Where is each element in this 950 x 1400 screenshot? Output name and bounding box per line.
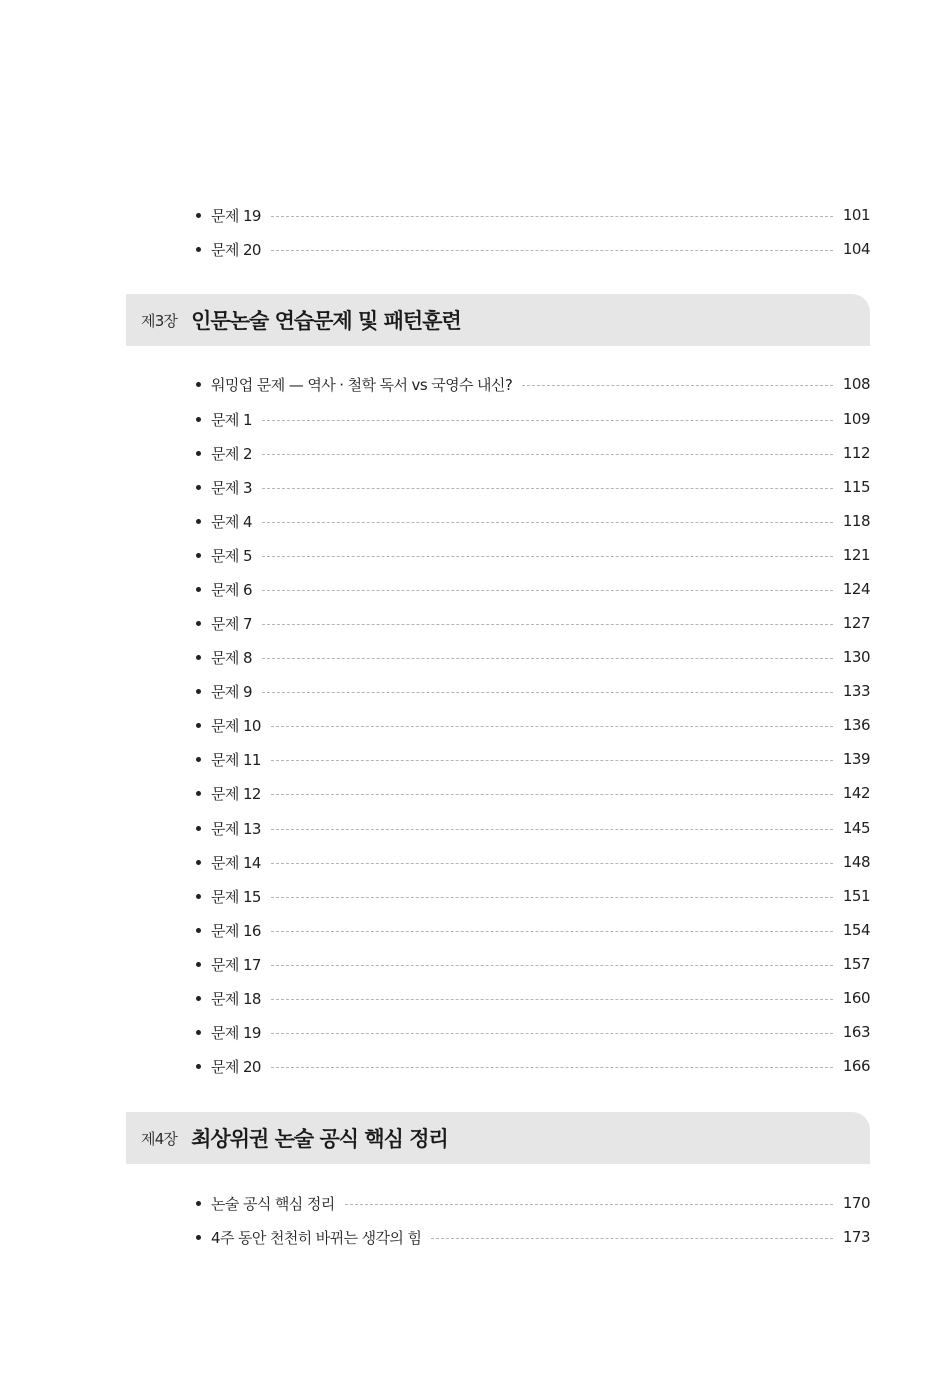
toc-item-page: 124: [842, 580, 870, 598]
dot-leader: [271, 999, 833, 1000]
toc-item-page: 163: [842, 1023, 870, 1041]
toc-item-page: 170: [842, 1194, 870, 1212]
toc-item[interactable]: [196, 475, 870, 499]
toc-item-page: 109: [842, 410, 870, 428]
toc-item-label: 4주 동안 천천히 바뀌는 생각의 힘: [211, 1228, 422, 1247]
chapter-number: 제3장: [141, 311, 178, 330]
toc-item-label: 문제 18: [211, 989, 261, 1008]
dot-leader: [271, 863, 833, 864]
toc-item-page: 157: [842, 955, 870, 973]
dot-leader: [262, 488, 833, 489]
toc-item-page: 145: [842, 819, 870, 837]
toc-item-label: 문제 19: [211, 206, 261, 225]
toc-item-label: 문제 6: [211, 580, 252, 599]
chapter-3-header: [126, 294, 870, 346]
chapter-title: 최상위권 논술 공식 핵심 정리: [191, 1127, 448, 1151]
toc-item[interactable]: [196, 611, 870, 635]
toc-item[interactable]: [196, 1191, 870, 1215]
dot-leader: [271, 216, 833, 217]
toc-item[interactable]: [196, 509, 870, 533]
toc-item-label: 문제 20: [211, 1057, 261, 1076]
toc-item-page: 121: [842, 546, 870, 564]
toc-item-label: 문제 10: [211, 716, 261, 735]
dot-leader: [262, 590, 833, 591]
bullet-icon: [196, 553, 201, 558]
toc-item-label: 문제 3: [211, 478, 252, 497]
dot-leader: [262, 420, 833, 421]
toc-item-page: 142: [842, 784, 870, 802]
bullet-icon: [196, 996, 201, 1001]
toc-item-label: 문제 11: [211, 750, 261, 769]
toc-item[interactable]: [196, 645, 870, 669]
bullet-icon: [196, 962, 201, 967]
bullet-icon: [196, 519, 201, 524]
toc-item[interactable]: [196, 713, 870, 737]
toc-item[interactable]: [196, 1225, 870, 1249]
dot-leader: [262, 556, 833, 557]
dot-leader: [271, 1033, 833, 1034]
toc-item-page: 127: [842, 614, 870, 632]
bullet-icon: [196, 928, 201, 933]
toc-item[interactable]: [196, 679, 870, 703]
toc-item-label: 문제 1: [211, 410, 252, 429]
toc-item[interactable]: [196, 577, 870, 601]
toc-item[interactable]: [196, 407, 870, 431]
toc-item[interactable]: [196, 237, 870, 261]
toc-item-label: 문제 8: [211, 648, 252, 667]
bullet-icon: [196, 791, 201, 796]
dot-leader: [262, 522, 833, 523]
dot-leader: [262, 624, 833, 625]
toc-item-label: 문제 5: [211, 546, 252, 565]
toc-item-label: 문제 12: [211, 784, 261, 803]
dot-leader: [271, 829, 833, 830]
bullet-icon: [196, 894, 201, 899]
bullet-icon: [196, 382, 201, 387]
toc-item-page: 115: [842, 478, 870, 496]
bullet-icon: [196, 247, 201, 252]
dot-leader: [271, 250, 833, 251]
bullet-icon: [196, 1235, 201, 1240]
bullet-icon: [196, 451, 201, 456]
toc-item-label: 문제 14: [211, 853, 261, 872]
toc-item[interactable]: [196, 986, 870, 1010]
dot-leader: [262, 658, 833, 659]
toc-item[interactable]: [196, 884, 870, 908]
toc-item-page: 133: [842, 682, 870, 700]
dot-leader: [271, 794, 833, 795]
bullet-icon: [196, 1201, 201, 1206]
dot-leader: [271, 760, 833, 761]
toc-item[interactable]: [196, 952, 870, 976]
bullet-icon: [196, 1064, 201, 1069]
toc-item[interactable]: [196, 543, 870, 567]
toc-item-page: 139: [842, 750, 870, 768]
dot-leader: [271, 897, 833, 898]
bullet-icon: [196, 689, 201, 694]
dot-leader: [431, 1238, 833, 1239]
bullet-icon: [196, 587, 201, 592]
toc-item-label: 문제 9: [211, 682, 252, 701]
dot-leader: [262, 692, 833, 693]
toc-item-label: 문제 19: [211, 1023, 261, 1042]
toc-item-page: 151: [842, 887, 870, 905]
toc-item[interactable]: [196, 850, 870, 874]
toc-item-label: 문제 4: [211, 512, 252, 531]
dot-leader: [262, 454, 833, 455]
toc-item-label: 문제 2: [211, 444, 252, 463]
toc-item[interactable]: [196, 203, 870, 227]
toc-item-page: 130: [842, 648, 870, 666]
chapter-title: 인문논술 연습문제 및 패턴훈련: [191, 309, 461, 333]
toc-item-label: 문제 20: [211, 240, 261, 259]
dot-leader: [271, 965, 833, 966]
bullet-icon: [196, 417, 201, 422]
toc-item-page: 118: [842, 512, 870, 530]
toc-item-label: 문제 17: [211, 955, 261, 974]
toc-item-page: 166: [842, 1057, 870, 1075]
dot-leader: [271, 1067, 833, 1068]
chapter-4-header: [126, 1112, 870, 1164]
toc-item-label: 워밍업 문제 — 역사 · 철학 독서 vs 국영수 내신?: [211, 375, 513, 394]
toc-item-label: 문제 7: [211, 614, 252, 633]
bullet-icon: [196, 860, 201, 865]
dot-leader: [345, 1204, 833, 1205]
toc-item-page: 173: [842, 1228, 870, 1246]
chapter-number: 제4장: [141, 1129, 178, 1148]
toc-item[interactable]: [196, 747, 870, 771]
bullet-icon: [196, 757, 201, 762]
toc-item[interactable]: [196, 918, 870, 942]
toc-item-page: 136: [842, 716, 870, 734]
toc-item-page: 148: [842, 853, 870, 871]
toc-item[interactable]: [196, 441, 870, 465]
toc-item-page: 154: [842, 921, 870, 939]
toc-item[interactable]: [196, 1054, 870, 1078]
bullet-icon: [196, 1030, 201, 1035]
toc-item[interactable]: [196, 1020, 870, 1044]
toc-item[interactable]: [196, 372, 870, 396]
toc-item-page: 160: [842, 989, 870, 1007]
toc-item-label: 문제 16: [211, 921, 261, 940]
dot-leader: [522, 385, 833, 386]
toc-item-page: 101: [842, 206, 870, 224]
bullet-icon: [196, 213, 201, 218]
bullet-icon: [196, 826, 201, 831]
toc-item[interactable]: [196, 816, 870, 840]
toc-item-label: 논술 공식 핵심 정리: [211, 1194, 335, 1213]
bullet-icon: [196, 485, 201, 490]
toc-item-page: 112: [842, 444, 870, 462]
toc-item[interactable]: [196, 781, 870, 805]
toc-item-label: 문제 13: [211, 819, 261, 838]
dot-leader: [271, 931, 833, 932]
toc-item-page: 104: [842, 240, 870, 258]
bullet-icon: [196, 723, 201, 728]
bullet-icon: [196, 655, 201, 660]
toc-item-page: 108: [842, 375, 870, 393]
dot-leader: [271, 726, 833, 727]
bullet-icon: [196, 621, 201, 626]
toc-item-label: 문제 15: [211, 887, 261, 906]
